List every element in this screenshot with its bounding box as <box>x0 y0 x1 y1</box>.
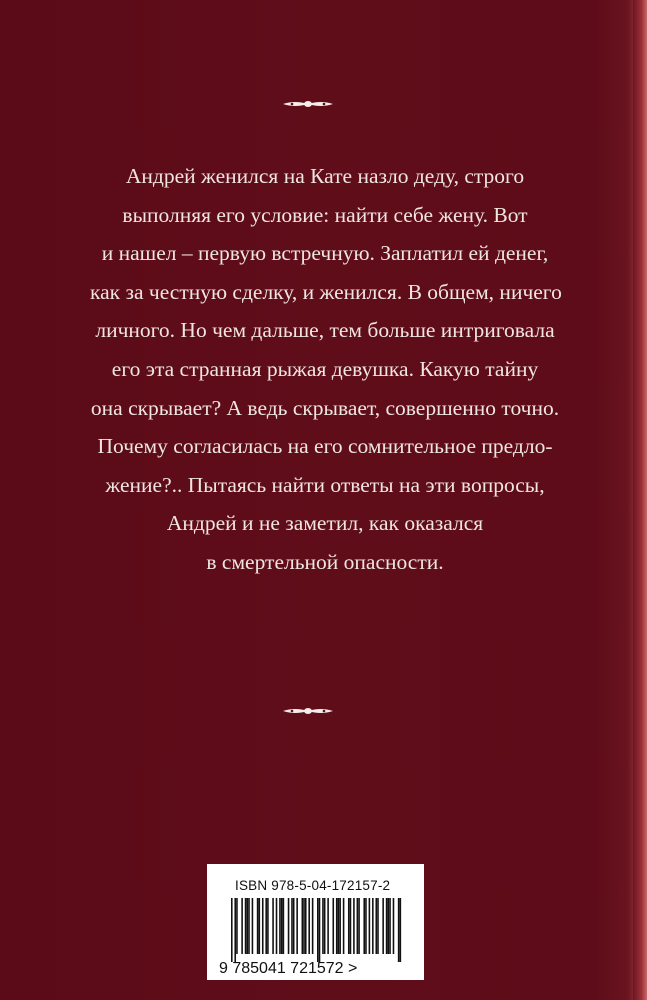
barcode-bar <box>259 898 261 954</box>
barcode-bar <box>317 898 319 962</box>
barcode-bar <box>276 898 278 954</box>
barcode-bar <box>319 898 321 962</box>
blurb-line: Андрей и не заметил, как оказался <box>166 511 484 536</box>
barcode-bar <box>357 898 359 954</box>
barcode-bar <box>338 898 340 954</box>
isbn-label: ISBN 978-5-04-172157-2 <box>235 878 391 893</box>
barcode-bar <box>389 898 391 954</box>
barcode-bar <box>350 898 352 954</box>
blurb-line: жение?.. Пытаясь найти ответы на эти вопросы, <box>105 472 545 497</box>
barcode-bar <box>400 898 402 962</box>
barcode-bar <box>382 898 384 954</box>
barcode-bar <box>308 898 310 954</box>
barcode-bar <box>245 898 247 954</box>
barcode-bar <box>241 898 243 954</box>
barcode-bar <box>252 898 254 954</box>
barcode-bar <box>339 898 341 954</box>
barcode-bar <box>281 898 283 954</box>
cover-edge <box>633 0 647 1000</box>
barcode-bar <box>377 898 379 954</box>
barcode-bar <box>365 898 367 954</box>
ornament-top-icon <box>283 99 333 109</box>
barcode-bar <box>312 898 314 954</box>
barcode-bar <box>231 898 233 962</box>
blurb-line: Почему согласилась на его сомнительное предло- <box>97 434 553 459</box>
blurb-line: Андрей женился на Кате назло деду, строго <box>125 164 525 188</box>
blurb-line: его эта странная рыжая девушка. Какую тайну <box>111 356 539 381</box>
barcode-bar <box>296 898 298 954</box>
barcode-bar <box>257 898 259 954</box>
barcode-bar <box>303 898 305 954</box>
blurb-line: личного. Но чем дальше, тем больше интриговала <box>95 318 555 343</box>
barcode-bar <box>353 898 355 954</box>
isbn-barcode-box <box>207 864 424 980</box>
barcode-bar <box>302 898 304 954</box>
barcode-bar <box>386 898 388 954</box>
barcode-bar <box>343 898 345 954</box>
barcode-bar <box>293 898 295 954</box>
barcode-bar <box>332 898 334 954</box>
barcode-bar <box>358 898 360 954</box>
blurb-line: как за честную сделку, и женился. В общем, ничего <box>90 279 562 304</box>
barcode-bar <box>348 898 350 954</box>
barcode-bar <box>388 898 390 954</box>
barcode-icon <box>217 894 417 976</box>
barcode-bar <box>272 898 274 954</box>
barcode-bar <box>248 898 250 954</box>
barcode-bar <box>372 898 374 954</box>
barcode-bar <box>363 898 365 954</box>
barcode-bar <box>267 898 269 954</box>
blurb-line: она скрывает? А ведь скрывает, совершенно точно. <box>90 395 560 420</box>
barcode-bar <box>369 898 371 954</box>
barcode-bar <box>375 898 377 954</box>
barcode-bar <box>234 898 236 962</box>
book-blurb <box>90 157 560 582</box>
ornament-bottom-icon <box>283 706 333 716</box>
barcode-bar <box>393 898 395 954</box>
barcode-bar <box>246 898 248 954</box>
barcode-bar <box>265 898 267 954</box>
barcode-bar <box>398 898 400 962</box>
barcode-bar <box>327 898 329 954</box>
barcode-bar <box>336 898 338 954</box>
blurb-line: выполняя его условие: найти себе жену. Вот <box>122 202 528 227</box>
barcode-bar <box>322 898 324 954</box>
blurb-line: в смертельной опасности. <box>206 549 444 574</box>
barcode-bar <box>288 898 290 954</box>
barcode-bar <box>236 898 238 954</box>
barcode-bar <box>324 898 326 954</box>
barcode-bar <box>305 898 307 954</box>
barcode-bar <box>291 898 293 954</box>
barcode-bar <box>283 898 285 954</box>
barcode-bar <box>262 898 264 954</box>
barcode-bar <box>279 898 281 954</box>
barcode-digits: 9 785041 721572 > <box>219 960 358 976</box>
blurb-line: и нашел – первую встречную. Заплатил ей денег, <box>101 241 549 266</box>
